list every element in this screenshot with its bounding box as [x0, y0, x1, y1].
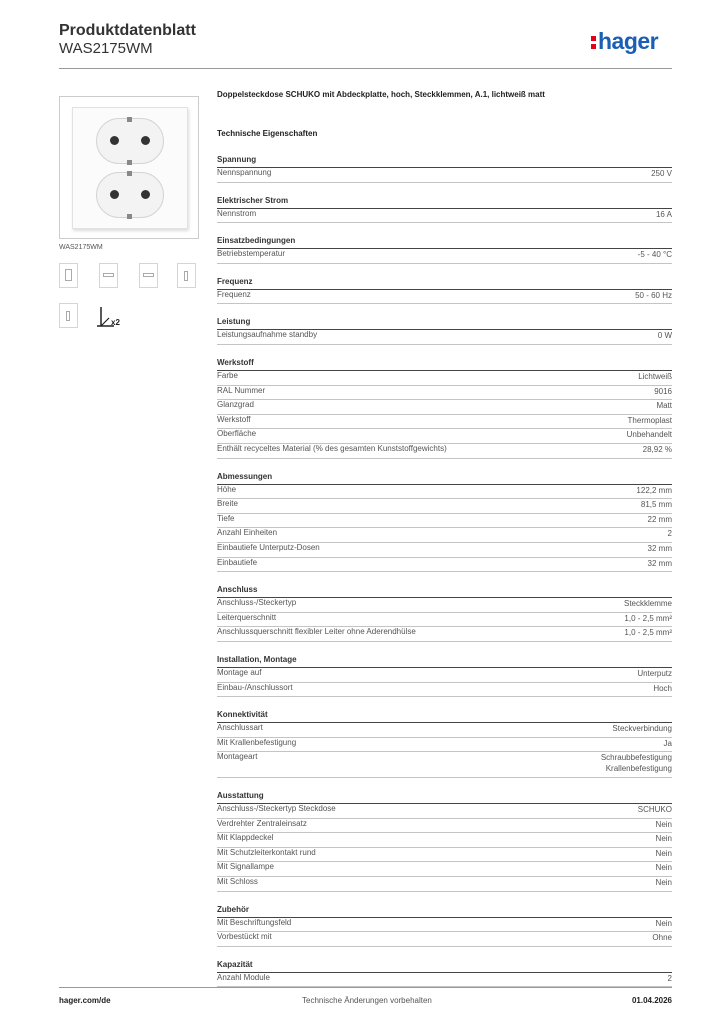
property-value: Nein: [655, 834, 672, 844]
side-view-thumbnail-icon[interactable]: [139, 263, 158, 288]
socket-top: [96, 118, 164, 164]
property-name: Mit Signallampe: [217, 862, 274, 872]
property-row: [217, 543, 672, 558]
property-row: [217, 444, 672, 459]
property-value: Matt: [656, 401, 672, 411]
socket-bottom: [96, 172, 164, 218]
mounting-x2-icon: [96, 305, 122, 331]
footer-website[interactable]: hager.com/de: [59, 996, 111, 1005]
section-title: Werkstoff: [217, 358, 254, 367]
row-divider: [217, 696, 672, 697]
row-divider: [217, 222, 672, 223]
property-row: [217, 848, 672, 863]
property-row: [217, 290, 672, 305]
property-value: 28,92 %: [642, 445, 672, 454]
property-name: Anzahl Module: [217, 972, 270, 982]
property-name: Montageart: [217, 752, 258, 762]
property-row: [217, 833, 672, 848]
property-name: Werkstoff: [217, 414, 251, 424]
logo-dots-icon: [591, 34, 596, 50]
property-row: [217, 918, 672, 933]
property-row: [217, 499, 672, 514]
property-value: 32 mm: [647, 544, 672, 553]
row-divider: [217, 344, 672, 345]
property-name: Mit Krallenbefestigung: [217, 737, 297, 747]
property-value: Unbehandelt: [626, 430, 672, 440]
property-name: Farbe: [217, 371, 238, 380]
property-name: Breite: [217, 499, 238, 509]
property-name: Leistungsaufnahme standby: [217, 330, 318, 340]
property-name: Oberfläche: [217, 429, 257, 439]
property-name: Anschlussquerschnitt flexibler Leiter ohne Aderendhülse: [217, 627, 416, 637]
product-image: [59, 96, 199, 239]
property-value: 1,0 - 2,5 mm²: [624, 628, 672, 638]
footer-date: 01.04.2026: [631, 996, 672, 1005]
property-value: 16 A: [655, 209, 672, 219]
product-description: Doppelsteckdose SCHUKO mit Abdeckplatte, hoch, Steckklemmen, A.1, lichtweiß matt: [217, 90, 545, 99]
property-value: Ohne: [652, 933, 672, 943]
section-title: Zubehör: [217, 904, 249, 914]
property-value: Nein: [655, 878, 672, 887]
property-value: Thermoplast: [627, 415, 672, 425]
property-row: [217, 528, 672, 543]
section-title: Kapazität: [217, 959, 253, 969]
property-value: 32 mm: [647, 558, 672, 568]
property-value: 9016: [654, 386, 672, 396]
section-title: Spannung: [217, 155, 257, 164]
property-row: [217, 668, 672, 683]
property-row: [217, 877, 672, 892]
property-name: Einbautiefe: [217, 557, 258, 567]
section-title: Installation, Montage: [217, 655, 297, 664]
hager-logo: [591, 28, 658, 55]
property-name: Anzahl Einheiten: [217, 528, 278, 538]
property-name: Anschlussart: [217, 723, 263, 733]
property-row: [217, 613, 672, 628]
x2-label: x2: [111, 318, 120, 327]
dimension-drawing-thumbnail-icon[interactable]: [99, 263, 118, 288]
property-name: Montage auf: [217, 668, 262, 677]
property-row: [217, 429, 672, 444]
property-value: Ja: [663, 738, 672, 748]
property-value: Lichtweiß: [638, 372, 672, 381]
property-name: Enthält recyceltes Material (% des gesamten Kunststoffgewichts): [217, 444, 447, 453]
property-value: 0 W: [657, 331, 672, 341]
property-row: [217, 683, 672, 698]
property-row: [217, 819, 672, 834]
property-name: Leiterquerschnitt: [217, 612, 277, 622]
top-view-thumbnail-icon[interactable]: [177, 263, 196, 288]
property-value: -5 - 40 °C: [637, 250, 672, 260]
property-value: Steckklemme: [623, 599, 672, 609]
property-row: [217, 209, 672, 224]
property-value: 122,2 mm: [636, 485, 672, 495]
property-row: [217, 485, 672, 500]
property-name: Verdrehter Zentraleinsatz: [217, 818, 307, 828]
property-name: Tiefe: [217, 513, 235, 523]
property-name: Vorbestückt mit: [217, 932, 272, 942]
property-value: Steckverbindung: [612, 724, 672, 734]
section-title: Elektrischer Strom: [217, 195, 289, 205]
section-title: Leistung: [217, 317, 251, 327]
section-title: Anschluss: [217, 585, 258, 595]
row-divider: [217, 182, 672, 183]
image-caption: WAS2175WM: [59, 244, 103, 251]
property-row: [217, 804, 672, 819]
installation-sketch-icon[interactable]: [59, 303, 78, 328]
property-name: Anschluss-/Steckertyp Steckdose: [217, 804, 336, 813]
property-value: Hoch: [653, 683, 672, 693]
property-row: [217, 598, 672, 613]
property-name: Mit Klappdeckel: [217, 833, 274, 843]
footer-notice: Technische Änderungen vorbehalten: [302, 996, 432, 1005]
property-name: Einbautiefe Unterputz-Dosen: [217, 543, 320, 552]
property-value: 22 mm: [647, 514, 672, 524]
property-row: [217, 330, 672, 345]
row-divider: [217, 303, 672, 304]
property-row: [217, 738, 672, 753]
property-row: [217, 558, 672, 573]
property-value: Nein: [655, 863, 672, 873]
property-row: [217, 752, 672, 778]
property-row: [217, 168, 672, 183]
section-title: Abmessungen: [217, 471, 273, 481]
property-name: Mit Schloss: [217, 877, 258, 886]
property-value: 1,0 - 2,5 mm²: [624, 613, 672, 623]
section-title: Konnektivität: [217, 710, 268, 720]
property-row: [217, 627, 672, 642]
property-name: Nennspannung: [217, 168, 272, 177]
property-name: Betriebstemperatur: [217, 249, 286, 259]
property-row: [217, 386, 672, 401]
property-value: 2: [667, 529, 672, 539]
section-title: Einsatzbedingungen: [217, 236, 296, 246]
row-divider: [217, 777, 672, 778]
logo-text: hager: [598, 28, 659, 54]
property-name: Mit Schutzleiterkontakt rund: [217, 847, 316, 857]
property-row: [217, 249, 672, 264]
section-title: Frequenz: [217, 276, 253, 286]
property-value: SCHUKO: [637, 805, 672, 814]
socket-front-thumbnail-icon[interactable]: [59, 263, 78, 288]
property-name: Anschluss-/Steckertyp: [217, 598, 297, 608]
property-name: Einbau-/Anschlussort: [217, 682, 293, 692]
row-divider: [217, 946, 672, 947]
row-divider: [217, 891, 672, 892]
property-row: [217, 973, 672, 988]
technical-heading: Technische Eigenschaften: [217, 129, 318, 138]
property-name: Frequenz: [217, 289, 251, 299]
property-value: Nein: [655, 918, 672, 928]
property-row: [217, 415, 672, 430]
property-value: Nein: [655, 819, 672, 829]
header-divider: [59, 68, 672, 69]
property-name: Nennstrom: [217, 208, 257, 218]
property-row: [217, 400, 672, 415]
property-row: [217, 514, 672, 529]
property-value: Unterputz: [637, 669, 672, 678]
row-divider: [217, 263, 672, 264]
property-row: [217, 932, 672, 947]
section-title: Ausstattung: [217, 791, 264, 800]
socket-plate: [72, 107, 188, 229]
row-divider: [217, 458, 672, 459]
footer-divider: [59, 987, 672, 988]
property-row: [217, 723, 672, 738]
property-value: Schraubbefestigung Krallenbefestigung: [600, 753, 672, 774]
property-row: [217, 371, 672, 386]
row-divider: [217, 571, 672, 572]
property-value: 2: [667, 973, 672, 983]
property-value: 81,5 mm: [640, 500, 672, 510]
article-number: WAS2175WM: [59, 40, 153, 57]
row-divider: [217, 641, 672, 642]
property-row: [217, 862, 672, 877]
property-value: Nein: [655, 848, 672, 858]
property-value: 250 V: [651, 169, 672, 178]
property-name: Mit Beschriftungsfeld: [217, 917, 292, 927]
property-name: RAL Nummer: [217, 385, 266, 395]
property-name: Höhe: [217, 484, 237, 494]
property-name: Glanzgrad: [217, 400, 254, 410]
document-title: Produktdatenblatt: [59, 22, 196, 39]
property-value: 50 - 60 Hz: [635, 290, 672, 300]
